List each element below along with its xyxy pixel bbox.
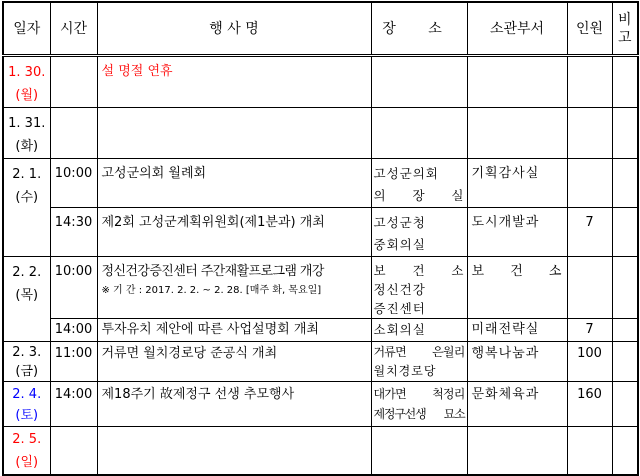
note-cell bbox=[612, 108, 638, 159]
place-cell: 소회의실 bbox=[371, 319, 467, 342]
time-cell: 10:00 bbox=[50, 159, 97, 208]
time-cell bbox=[50, 56, 97, 108]
date-day: 1. 30. bbox=[8, 65, 46, 80]
note-cell bbox=[612, 319, 638, 342]
place-line-2: 의 장 실 bbox=[373, 188, 465, 203]
date-cell bbox=[3, 56, 50, 108]
date-day: 2. 5. bbox=[12, 432, 42, 447]
place-cell bbox=[371, 108, 467, 159]
date-day: 2. 1. bbox=[12, 167, 42, 182]
place-cell bbox=[371, 382, 467, 427]
table-row bbox=[3, 257, 638, 319]
place-cell bbox=[371, 257, 467, 319]
table-row bbox=[3, 56, 638, 108]
dept-cell: 행복나눔과 bbox=[467, 342, 567, 382]
header-place bbox=[371, 2, 467, 56]
dept-cell: 기획감사실 bbox=[467, 159, 567, 208]
event-title: 정신건강증진센터 주간재활프로그램 개강 bbox=[101, 264, 324, 279]
note-cell bbox=[612, 257, 638, 319]
note-cell bbox=[612, 208, 638, 257]
date-day: 2. 2. bbox=[12, 265, 42, 280]
event-cell: 거류면 월치경로당 준공식 개최 bbox=[97, 342, 371, 382]
date-day: 1. 31. bbox=[8, 116, 46, 131]
place-line-1: 고성군청 bbox=[373, 215, 426, 230]
place-line-1: 거류면 은월리 bbox=[373, 345, 465, 359]
dept-cell: 보 건 소 bbox=[467, 257, 567, 319]
event-cell: 제2회 고성군계획위원회(제1분과) 개최 bbox=[97, 208, 371, 257]
event-schedule-table bbox=[2, 1, 639, 476]
place-line-3: 증진센터 bbox=[373, 301, 426, 316]
time-cell: 14:30 bbox=[50, 208, 97, 257]
table-row bbox=[3, 342, 638, 382]
place-line-1: 보 건 소 bbox=[373, 263, 465, 278]
header-event bbox=[97, 2, 371, 56]
event-cell: 설 명절 연휴 bbox=[97, 56, 371, 108]
header-place-label: 장 소 bbox=[382, 20, 456, 37]
date-cell bbox=[3, 159, 50, 257]
event-subtitle: ※ 기 간 : 2017. 2. 2. ~ 2. 28. [매주 화, 목요일] bbox=[101, 285, 322, 296]
count-cell bbox=[567, 257, 612, 319]
dept-cell: 도시개발과 bbox=[467, 208, 567, 257]
note-cell bbox=[612, 56, 638, 108]
note-cell bbox=[612, 159, 638, 208]
date-weekday: (월) bbox=[15, 88, 39, 103]
date-weekday: (화) bbox=[15, 139, 39, 154]
header-event-label: 행 사 명 bbox=[209, 20, 259, 37]
event-cell: 제18주기 故제정구 선생 추모행사 bbox=[97, 382, 371, 427]
dept-cell bbox=[467, 108, 567, 159]
place-line-2: 정신건강 bbox=[373, 282, 426, 297]
count-cell: 7 bbox=[567, 319, 612, 342]
header-time: 시간 bbox=[50, 2, 97, 56]
place-line-2: 제정구선생 묘소 bbox=[373, 407, 465, 421]
place-line-1: 대가면 척정리 bbox=[373, 387, 465, 401]
note-cell bbox=[612, 342, 638, 382]
count-cell bbox=[567, 159, 612, 208]
date-weekday: (목) bbox=[15, 288, 39, 303]
date-cell bbox=[3, 382, 50, 427]
date-weekday: (토) bbox=[15, 408, 39, 423]
header-dept: 소관부서 bbox=[467, 2, 567, 56]
header-note bbox=[612, 2, 638, 56]
count-cell: 7 bbox=[567, 208, 612, 257]
event-cell: 투자유치 제안에 따른 사업설명회 개최 bbox=[97, 319, 371, 342]
count-cell: 160 bbox=[567, 382, 612, 427]
place-line-2: 중회의실 bbox=[373, 237, 426, 252]
table-row bbox=[3, 159, 638, 208]
header-date: 일자 bbox=[3, 2, 50, 56]
count-cell bbox=[567, 108, 612, 159]
header-row bbox=[3, 2, 638, 56]
count-cell: 100 bbox=[567, 342, 612, 382]
dept-cell: 미래전략실 bbox=[467, 319, 567, 342]
table-row bbox=[3, 319, 638, 342]
date-weekday: (금) bbox=[15, 364, 39, 379]
date-weekday: (일) bbox=[15, 455, 39, 470]
date-day: 2. 4. bbox=[12, 387, 42, 402]
place-line-1: 고성군의회 bbox=[373, 166, 439, 181]
header-count: 인원 bbox=[567, 2, 612, 56]
date-cell bbox=[3, 342, 50, 382]
time-cell: 10:00 bbox=[50, 257, 97, 319]
place-cell bbox=[371, 208, 467, 257]
table-row bbox=[3, 108, 638, 159]
header-note-char-1: 비 bbox=[617, 11, 632, 28]
place-cell bbox=[371, 159, 467, 208]
dept-cell: 문화체육과 bbox=[467, 382, 567, 427]
event-cell bbox=[97, 108, 371, 159]
table-row bbox=[3, 382, 638, 427]
time-cell: 14:00 bbox=[50, 319, 97, 342]
place-line-2: 월치경로당 bbox=[373, 364, 437, 378]
header-note-char-2: 고 bbox=[617, 29, 632, 46]
time-cell bbox=[50, 108, 97, 159]
date-day: 2. 3. bbox=[12, 345, 42, 360]
note-cell bbox=[612, 382, 638, 427]
dept-cell bbox=[467, 56, 567, 108]
place-cell bbox=[371, 342, 467, 382]
date-weekday: (수) bbox=[15, 190, 39, 205]
event-cell: 고성군의회 월례회 bbox=[97, 159, 371, 208]
place-cell bbox=[371, 56, 467, 108]
date-cell bbox=[3, 257, 50, 342]
time-cell: 11:00 bbox=[50, 342, 97, 382]
time-cell: 14:00 bbox=[50, 382, 97, 427]
count-cell bbox=[567, 56, 612, 108]
date-cell bbox=[3, 108, 50, 159]
event-cell bbox=[97, 257, 371, 319]
table-row bbox=[3, 208, 638, 257]
